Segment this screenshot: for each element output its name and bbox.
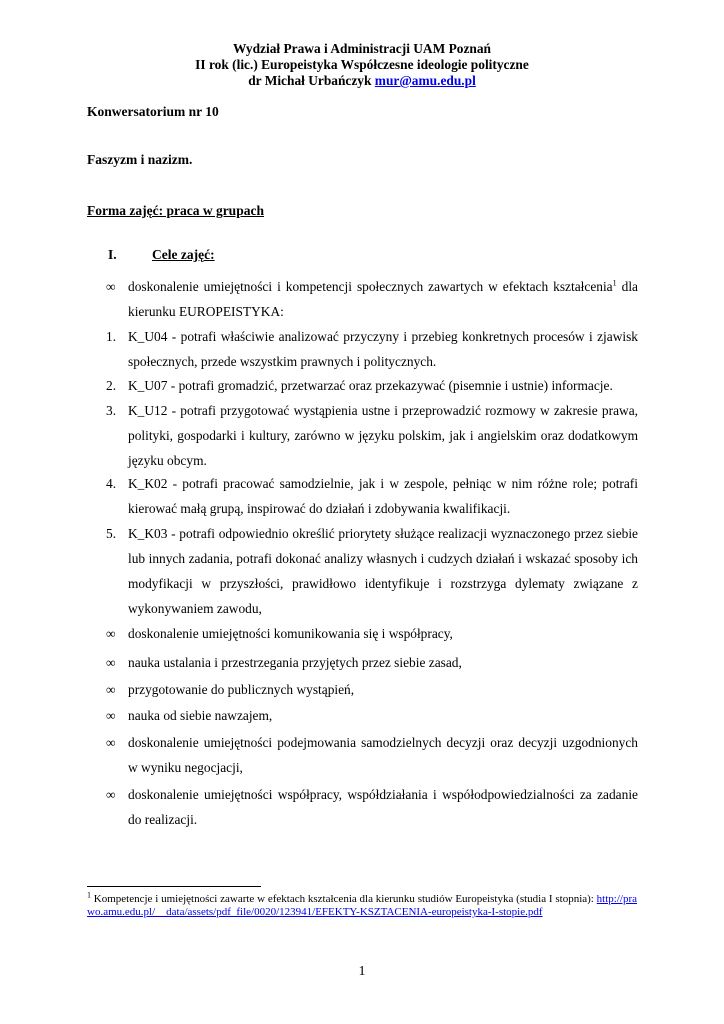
list-item [106,521,638,621]
section-title: Cele zajęć: [152,247,215,262]
course-line: II rok (lic.) Europeistyka Współczesne ideologie polityczne [195,57,529,72]
faculty-line: Wydział Prawa i Administracji UAM Poznań [233,41,491,56]
list-item [106,324,638,374]
item-text: K_U04 - potrafi właściwie analizować przyczyny i przebieg konkretnych procesów i zjawisk społecznych, przede wszystkim prawnych i politycznych. [128,329,638,369]
document-header [0,41,724,89]
item-text: doskonalenie umiejętności i kompetencji społecznych zawartych w efektach kształcenia [128,279,613,294]
infinity-bullet-icon: ∞ [106,735,116,750]
footnote-divider [87,886,261,887]
item-number: 1. [106,329,117,344]
footnote-link[interactable]: http://prawo.amu.edu.pl/__data/assets/pdf_file/0020/123941/EFEKTY-KSZTACENIA-europeistyka-I-stopie.pdf [87,893,637,918]
item-text: nauka od siebie nawzajem, [128,708,273,723]
instructor-name: dr Michał Urbańczyk [248,73,375,88]
infinity-bullet-icon: ∞ [106,279,116,294]
topic-title: Faszyzm i nazizm. [87,152,193,167]
list-item [106,730,638,780]
item-number: 5. [106,526,117,541]
page-number: 1 [358,964,366,979]
item-text: doskonalenie umiejętności podejmowania samodzielnych decyzji oraz decyzji uzgodnionych w wyniku negocjacji, [128,735,638,775]
infinity-bullet-icon: ∞ [106,682,116,697]
item-text: doskonalenie umiejętności komunikowania się i współpracy, [128,626,453,641]
infinity-bullet-icon: ∞ [106,626,116,641]
item-number: 4. [106,476,117,491]
item-text: K_U07 - potrafi gromadzić, przetwarzać oraz przekazywać (pisemnie i ustnie) informacje. [128,378,613,393]
section-heading [108,247,215,263]
section-number: I. [108,247,117,262]
list-item [106,398,638,473]
item-number: 3. [106,403,117,418]
infinity-bullet-icon: ∞ [106,655,116,670]
instructor-line [0,73,724,89]
item-text: doskonalenie umiejętności współpracy, współdziałania i współodpowiedzialności za zadanie do realizacji. [128,787,638,827]
list-item [106,677,638,702]
item-text-cont: dla kierunku EUROPEISTYKA: [128,279,638,319]
list-item [106,621,638,646]
footnote-ref[interactable]: 1 [612,278,617,288]
list-item [106,782,638,832]
list-item [106,650,638,675]
class-title: Konwersatorium nr 10 [87,104,219,119]
item-text: K_U12 - potrafi przygotować wystąpienia ustne i przeprowadzić rozmowy w zakresie prawa, polityki, gospodarki i kultury, zarówno w języku polskim, jak i angielskim oraz dodatkowym języku obcym. [128,403,638,468]
list-item [106,471,638,521]
footnote [87,890,637,919]
item-text: K_K03 - potrafi odpowiednio określić priorytety służące realizacji wyznaczonego przez siebie lub innych zadania, potrafi dokonać analizy własnych i cudzych działań i wskazać sposoby ich modyfikacji w przyszłości, prawidłowo identyfikuje i rozstrzyga dylematy związane z wykonywaniem zawodu, [128,526,638,616]
form-title: Forma zajęć: praca w grupach [87,203,264,218]
item-text: K_K02 - potrafi pracować samodzielnie, jak i w zespole, pełniąc w nim różne role; potrafi kierować małą grupą, inspirować do działań i zdobywania kwalifikacji. [128,476,638,516]
infinity-bullet-icon: ∞ [106,708,116,723]
infinity-bullet-icon: ∞ [106,787,116,802]
footnote-text: Kompetencje i umiejętności zawarte w efektach kształcenia dla kierunku studiów Europeistyka (studia I stopnia): [91,893,597,905]
email-link[interactable]: mur@amu.edu.pl [374,73,476,88]
item-text: przygotowanie do publicznych wystąpień, [128,682,355,697]
list-item [106,703,638,728]
item-number: 2. [106,378,117,393]
footnote-mark: 1 [87,890,91,900]
list-item [106,373,638,398]
list-item [106,274,638,324]
item-text: nauka ustalania i przestrzegania przyjętych przez siebie zasad, [128,655,462,670]
